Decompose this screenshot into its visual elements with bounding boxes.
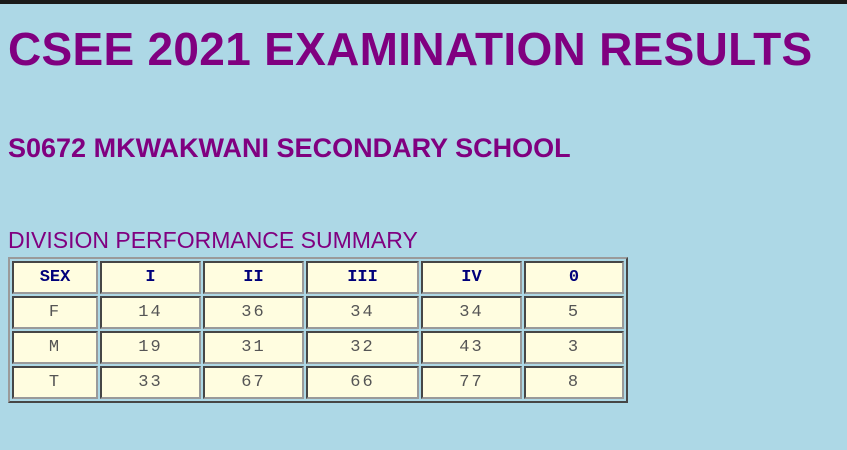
table-cell: 14 <box>100 296 201 329</box>
summary-heading: DIVISION PERFORMANCE SUMMARY <box>8 227 418 253</box>
table-cell: 43 <box>421 331 522 364</box>
table-cell: 3 <box>524 331 624 364</box>
header-cell-div-2: II <box>203 261 304 294</box>
table-cell: 31 <box>203 331 304 364</box>
header-cell-div-4: IV <box>421 261 522 294</box>
table-header-row <box>12 261 624 294</box>
header-cell-div-3: III <box>306 261 419 294</box>
table-cell: 33 <box>100 366 201 399</box>
table-cell: 19 <box>100 331 201 364</box>
header-cell-sex: SEX <box>12 261 98 294</box>
table-cell: 34 <box>421 296 522 329</box>
table-cell: 5 <box>524 296 624 329</box>
table-cell: 66 <box>306 366 419 399</box>
table-cell: M <box>12 331 98 364</box>
header-cell-div-0: 0 <box>524 261 624 294</box>
page-title: CSEE 2021 EXAMINATION RESULTS <box>8 23 813 75</box>
table-cell: T <box>12 366 98 399</box>
table-cell: 67 <box>203 366 304 399</box>
school-name: S0672 MKWAKWANI SECONDARY SCHOOL <box>8 133 571 163</box>
table-cell: 32 <box>306 331 419 364</box>
table-row-total <box>12 366 624 399</box>
table-row-female <box>12 296 624 329</box>
header-cell-div-1: I <box>100 261 201 294</box>
table-cell: 77 <box>421 366 522 399</box>
division-summary-table <box>8 257 628 403</box>
table-cell: F <box>12 296 98 329</box>
table-cell: 34 <box>306 296 419 329</box>
table-cell: 36 <box>203 296 304 329</box>
table-cell: 8 <box>524 366 624 399</box>
table-row-male <box>12 331 624 364</box>
